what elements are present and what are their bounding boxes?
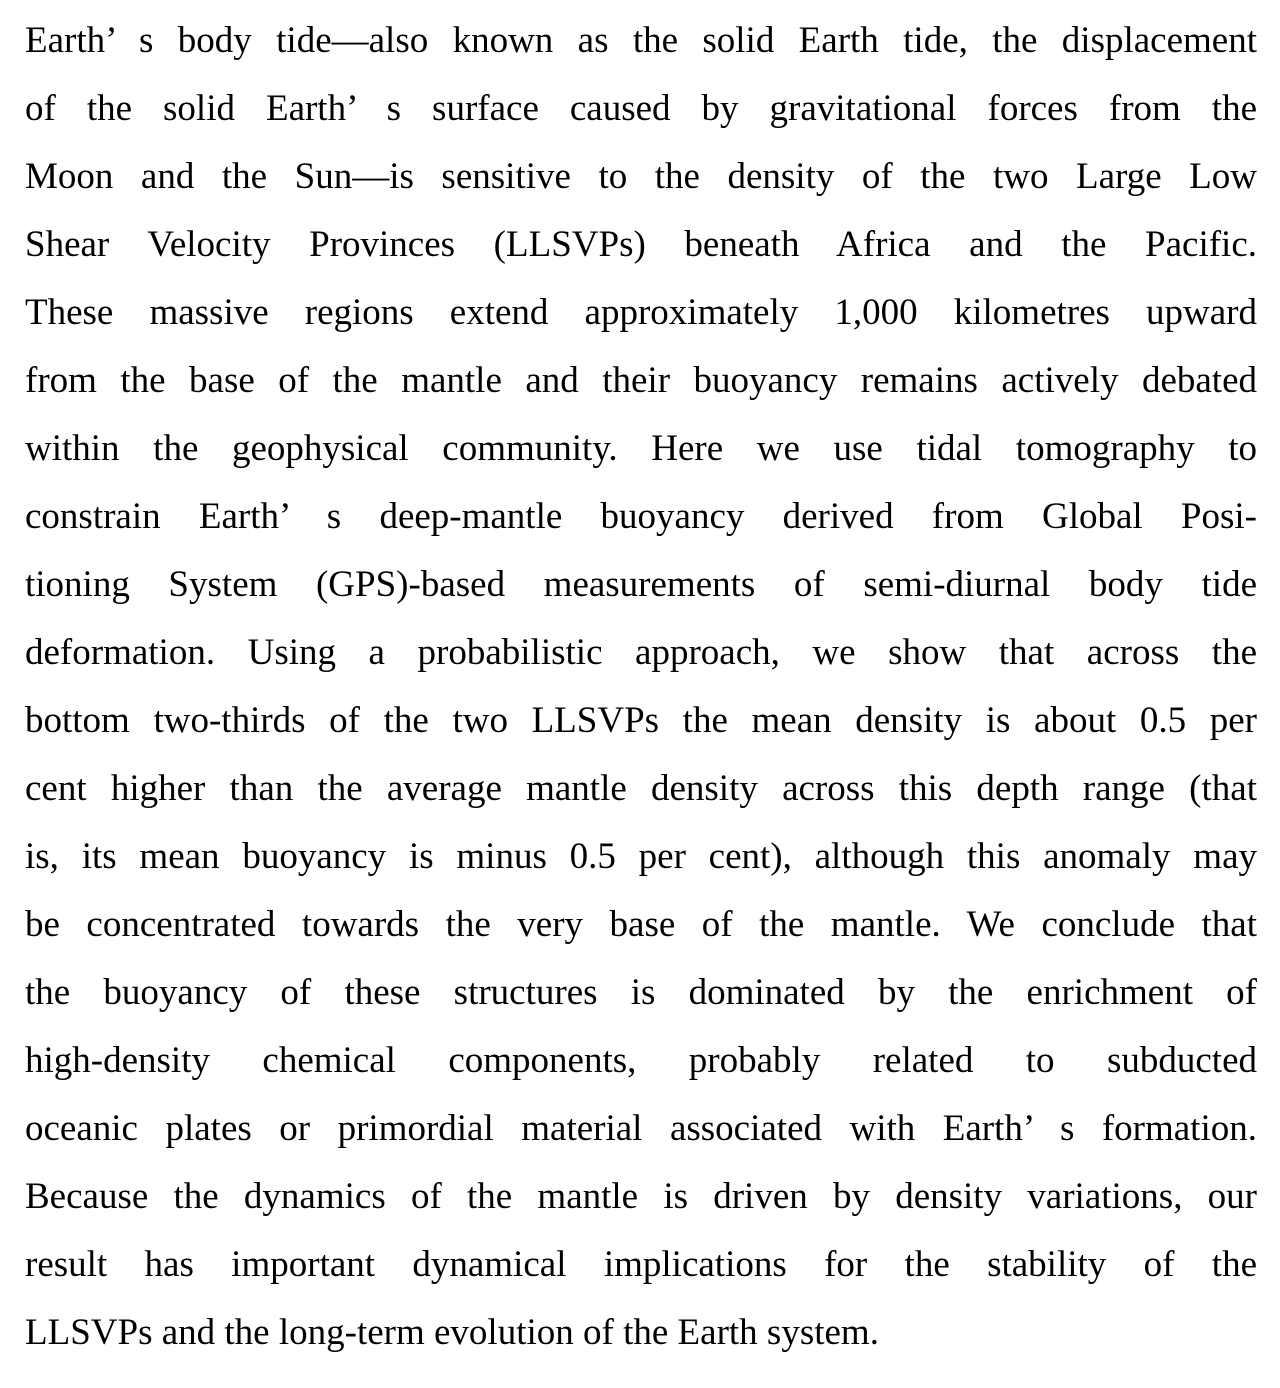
abstract-line: within the geophysical community. Here we use tidal tomography to xyxy=(25,428,1257,469)
abstract-line: of the solid Earth’ s surface caused by gravitational forces from the xyxy=(25,88,1257,129)
abstract-line: cent higher than the average mantle density across this depth range (that xyxy=(25,768,1257,809)
abstract-line: result has important dynamical implications for the stability of the xyxy=(25,1244,1257,1285)
abstract-line: be concentrated towards the very base of the mantle. We conclude that xyxy=(25,904,1257,945)
abstract-line: high-density chemical components, probably related to subducted xyxy=(25,1040,1257,1081)
abstract-line: deformation. Using a probabilistic approach, we show that across the xyxy=(25,632,1257,673)
abstract-line: Moon and the Sun—is sensitive to the density of the two Large Low xyxy=(25,156,1257,197)
abstract-line: bottom two-thirds of the two LLSVPs the mean density is about 0.5 per xyxy=(25,700,1257,741)
abstract-line: Earth’ s body tide—also known as the solid Earth tide, the displacement xyxy=(25,20,1257,61)
abstract-line: Because the dynamics of the mantle is driven by density variations, our xyxy=(25,1176,1257,1217)
abstract-line: Shear Velocity Provinces (LLSVPs) beneath Africa and the Pacific. xyxy=(25,224,1257,265)
abstract-line: oceanic plates or primordial material associated with Earth’ s formation. xyxy=(25,1108,1257,1149)
abstract-line: the buoyancy of these structures is dominated by the enrichment of xyxy=(25,972,1257,1013)
abstract-paragraph xyxy=(25,7,1257,1367)
abstract-line: constrain Earth’ s deep-mantle buoyancy derived from Global Posi- xyxy=(25,496,1257,537)
abstract-line: These massive regions extend approximately 1,000 kilometres upward xyxy=(25,292,1257,333)
abstract-line: from the base of the mantle and their buoyancy remains actively debated xyxy=(25,360,1257,401)
abstract-line: tioning System (GPS)-based measurements of semi-diurnal body tide xyxy=(25,564,1257,605)
abstract-line: LLSVPs and the long-term evolution of the Earth system. xyxy=(25,1312,879,1353)
abstract-line: is, its mean buoyancy is minus 0.5 per cent), although this anomaly may xyxy=(25,836,1257,877)
